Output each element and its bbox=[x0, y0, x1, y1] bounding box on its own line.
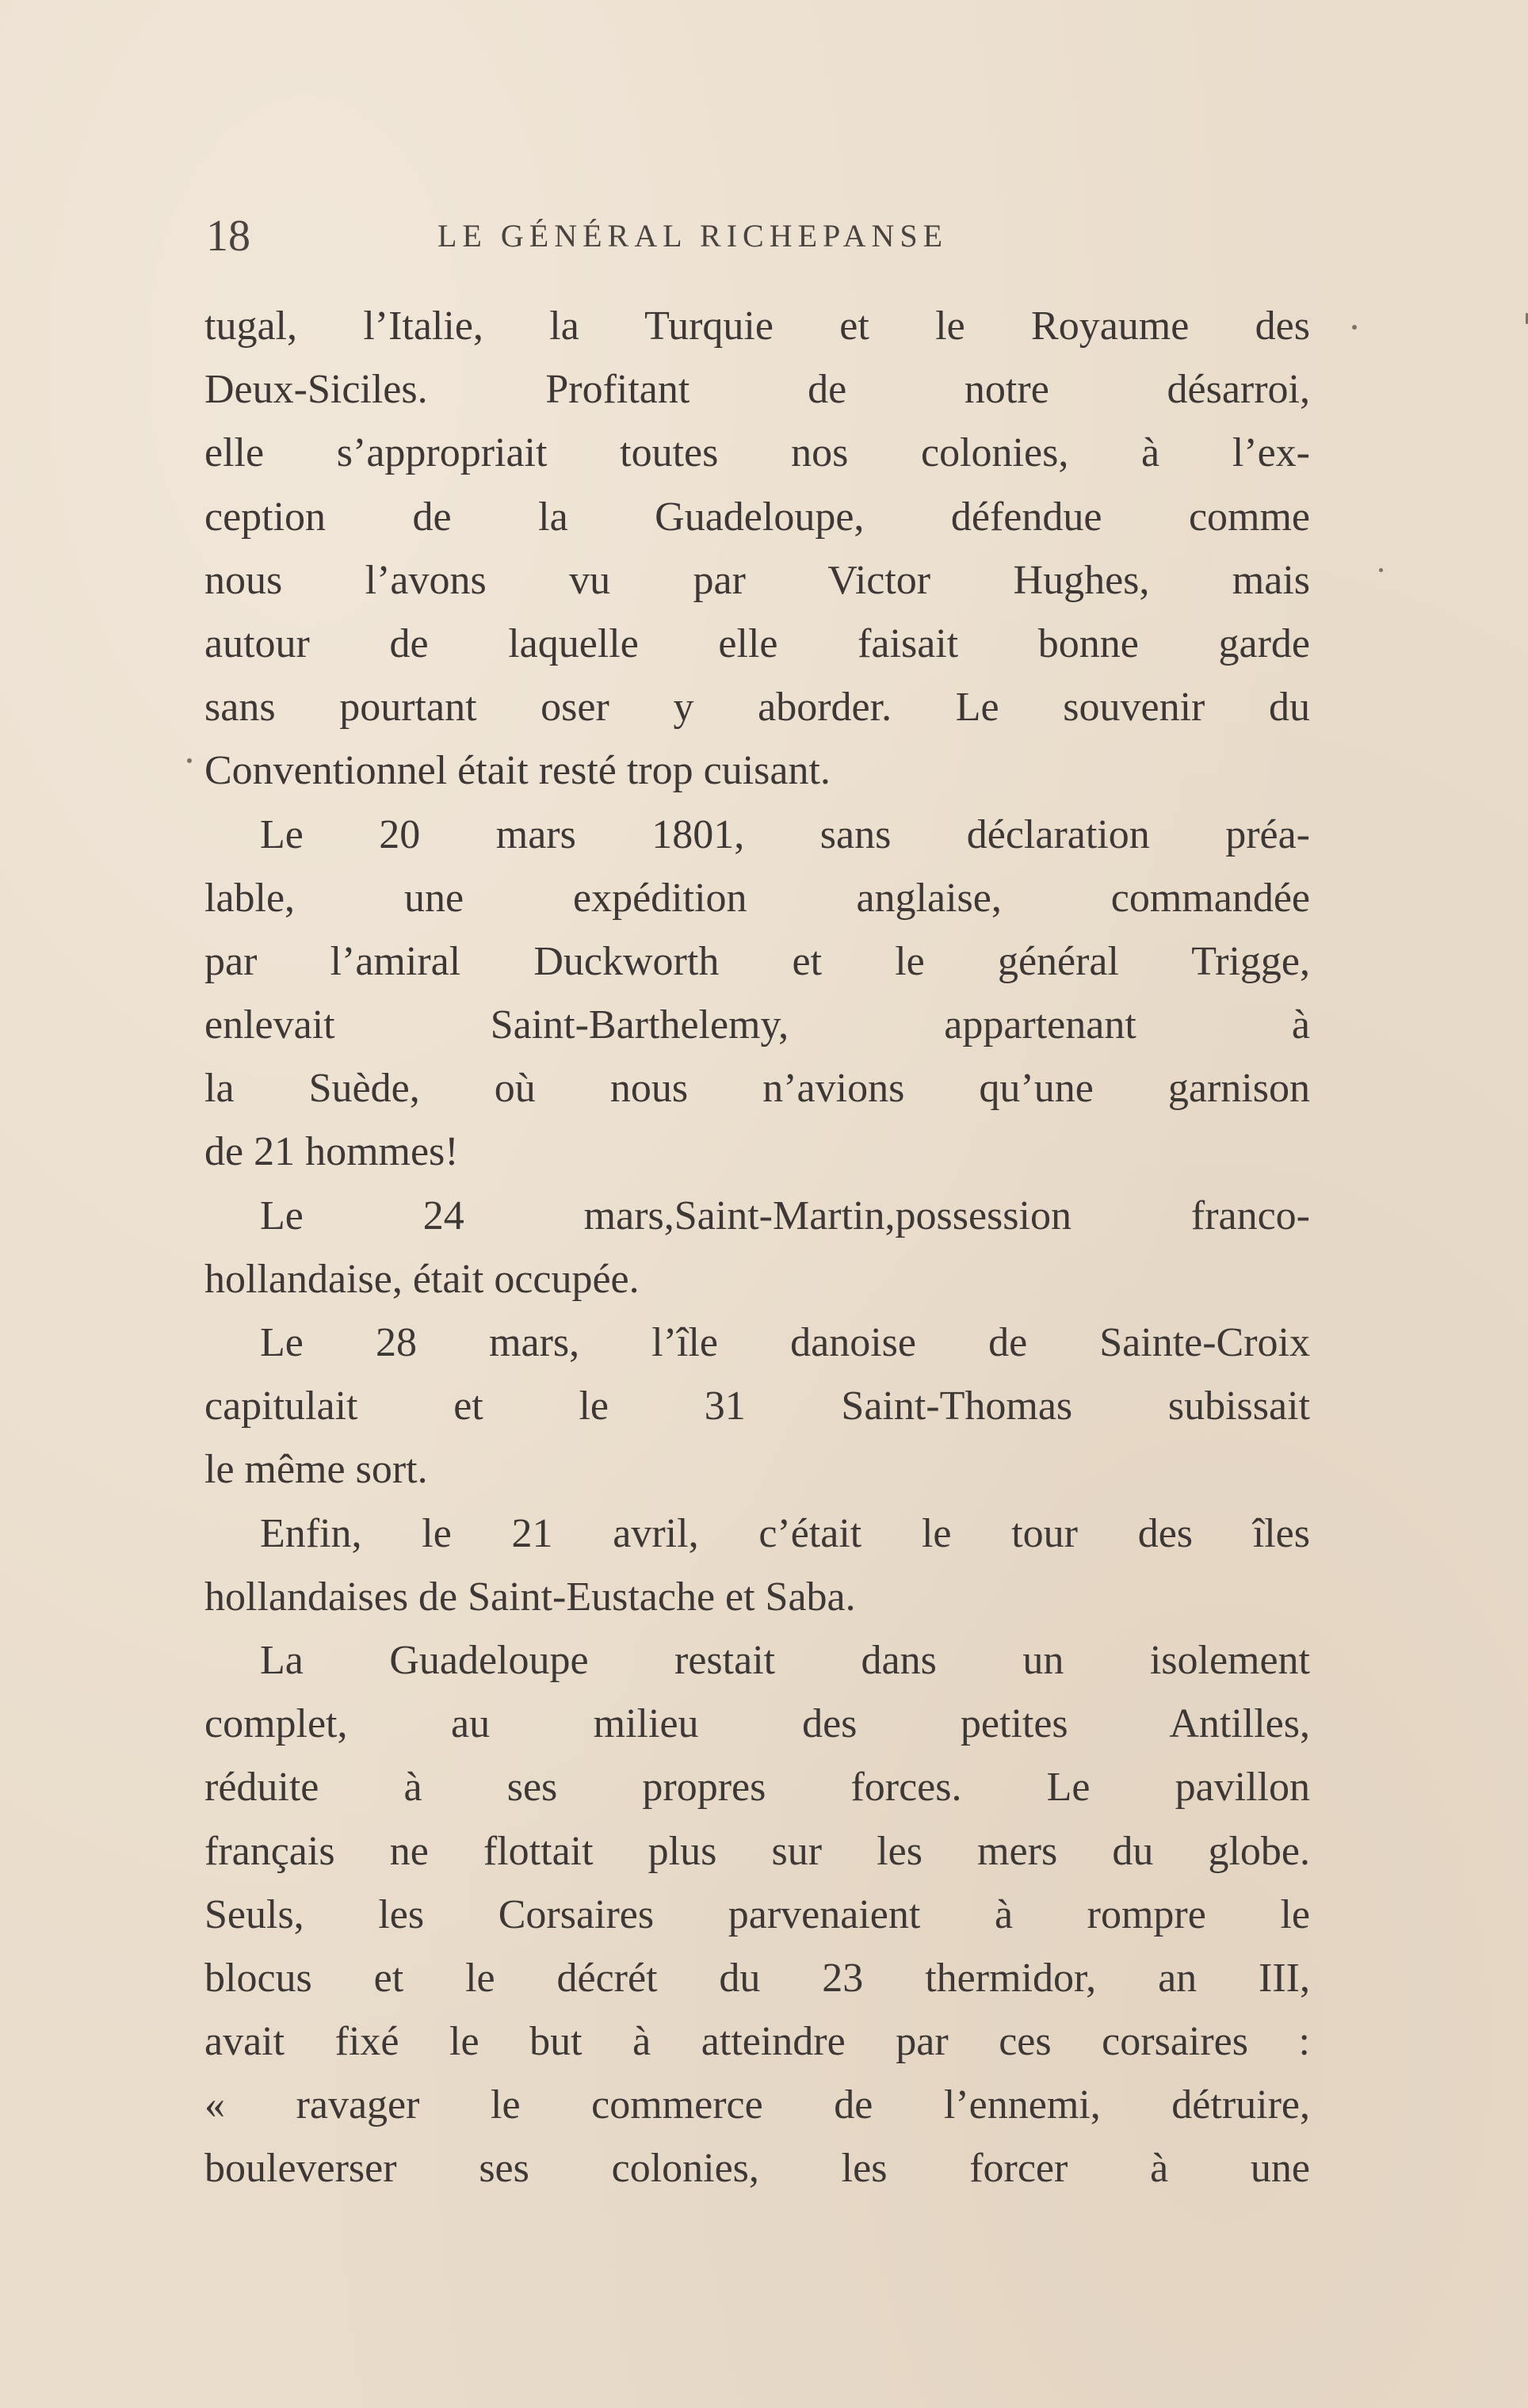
text-line: le même sort. bbox=[204, 1447, 428, 1493]
text-line: lable, une expédition anglaise, commandée bbox=[204, 875, 1310, 921]
text-line: Conventionnel était resté trop cuisant. bbox=[204, 748, 831, 794]
text-line: Enfin, le 21 avril, c’était le tour des îles bbox=[260, 1510, 1310, 1556]
text-line: complet, au milieu des petites Antilles, bbox=[204, 1701, 1310, 1747]
text-line: tugal, l’Italie, la Turquie et le Royaume des bbox=[204, 303, 1310, 349]
text-line: enlevait Saint-Barthelemy, appartenant à bbox=[204, 1002, 1310, 1048]
text-line: Seuls, les Corsaires parvenaient à rompre le bbox=[204, 1891, 1310, 1937]
running-title: LE GÉNÉRAL RICHEPANSE bbox=[437, 218, 949, 254]
text-line: elle s’appropriait toutes nos colonies, à l’ex- bbox=[204, 430, 1310, 476]
body-text bbox=[204, 295, 1310, 2201]
text-line: hollandaise, était occupée. bbox=[204, 1256, 640, 1302]
text-line: capitulait et le 31 Saint-Thomas subissait bbox=[204, 1383, 1310, 1429]
text-line: Le 28 mars, l’île danoise de Sainte-Croix bbox=[260, 1320, 1310, 1365]
text-line: ception de la Guadeloupe, défendue comme bbox=[204, 494, 1310, 540]
text-line: avait fixé le but à atteindre par ces corsaires : bbox=[204, 2019, 1310, 2065]
text-line: sans pourtant oser y aborder. Le souvenir du bbox=[204, 685, 1310, 731]
text-line: Le 24 mars,Saint-Martin,possession franco- bbox=[260, 1193, 1310, 1238]
text-line: La Guadeloupe restait dans un isolement bbox=[260, 1637, 1310, 1683]
text-line: Le 20 mars 1801, sans déclaration préa- bbox=[260, 811, 1310, 857]
page-number: 18 bbox=[206, 212, 250, 261]
text-line: nous l’avons vu par Victor Hughes, mais bbox=[204, 557, 1310, 603]
text-line: Deux-Siciles. Profitant de notre désarroi, bbox=[204, 367, 1310, 413]
text-line: hollandaises de Saint-Eustache et Saba. bbox=[204, 1574, 856, 1620]
running-header bbox=[206, 204, 1312, 268]
text-line: français ne flottait plus sur les mers du globe. bbox=[204, 1828, 1310, 1874]
paper-speck bbox=[1379, 568, 1383, 572]
text-line: bouleverser ses colonies, les forcer à une bbox=[204, 2146, 1310, 2192]
paper-speck bbox=[187, 758, 192, 763]
text-line: blocus et le décrét du 23 thermidor, an III, bbox=[204, 1955, 1310, 2001]
text-line: de 21 hommes! bbox=[204, 1129, 459, 1175]
text-line: autour de laquelle elle faisait bonne garde bbox=[204, 620, 1310, 666]
paper-speck bbox=[1352, 325, 1357, 330]
text-line: par l’amiral Duckworth et le général Trigge, bbox=[204, 938, 1310, 984]
text-line: la Suède, où nous n’avions qu’une garnison bbox=[204, 1066, 1310, 1112]
text-line: « ravager le commerce de l’ennemi, détruire, bbox=[204, 2082, 1310, 2128]
text-line: réduite à ses propres forces. Le pavillon bbox=[204, 1765, 1310, 1811]
